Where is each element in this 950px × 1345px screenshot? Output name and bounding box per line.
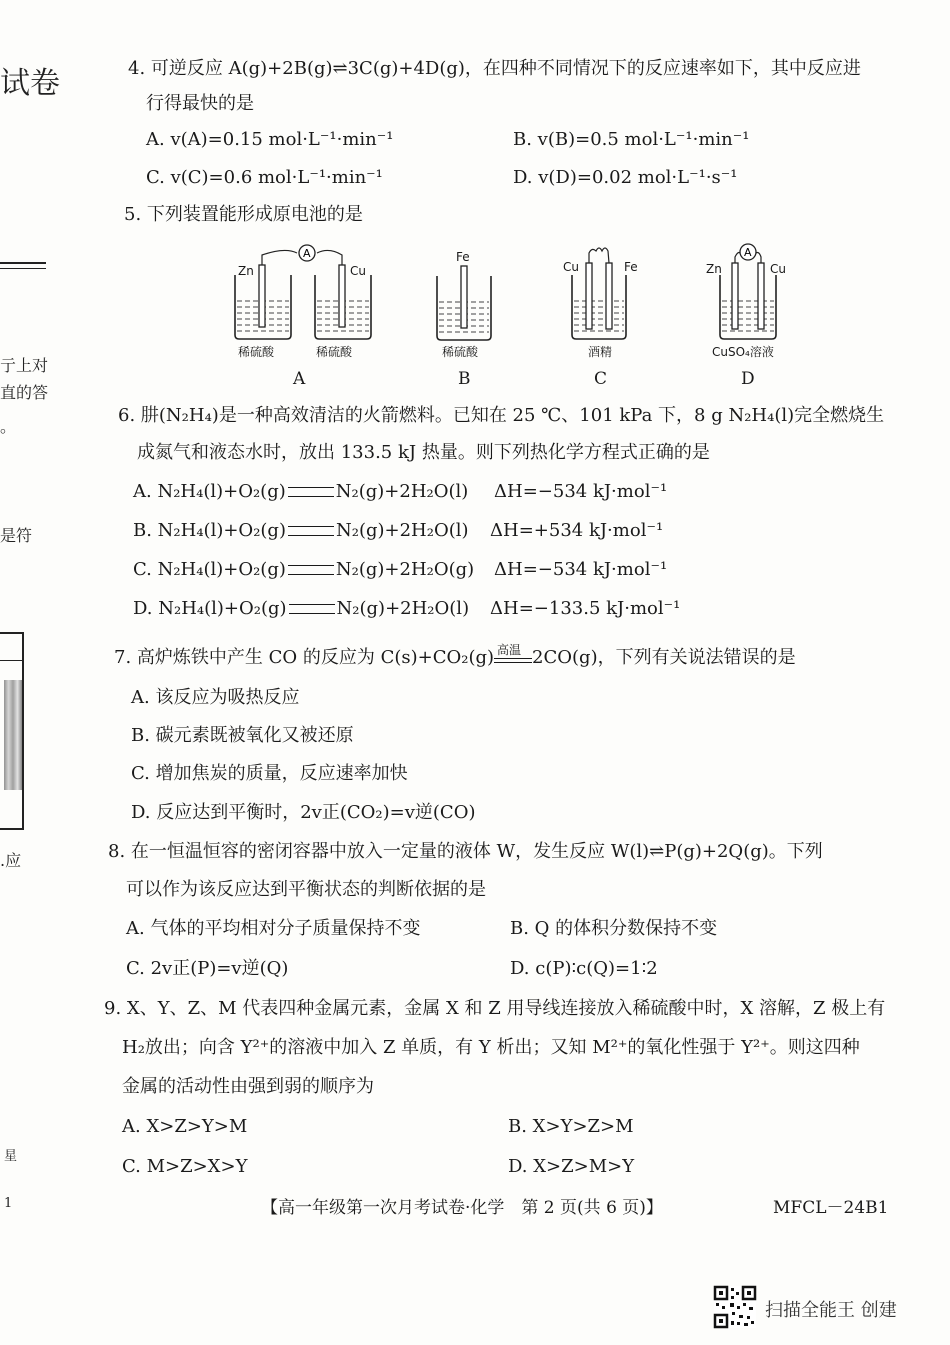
q6-b-equals xyxy=(288,526,334,536)
q6-c-enthalpy: ΔH=−534 kJ·mol⁻¹ xyxy=(494,559,668,580)
device-b-letter: B xyxy=(458,369,471,389)
margin-barcode-strip xyxy=(4,680,22,790)
q6-c-equals xyxy=(288,565,334,575)
margin-note-3: 。 xyxy=(0,417,17,436)
q6-b-enthalpy: ΔH=+534 kJ·mol⁻¹ xyxy=(490,520,664,541)
q4-stem-line1: 4. 可逆反应 A(g)+2B(g)⇌3C(g)+4D(g)，在四种不同情况下的反应速率如下，其中反应进 xyxy=(128,58,861,79)
q7-condition-arrow xyxy=(494,643,532,670)
q6-stem-line1: 6. 肼(N₂H₄)是一种高效清洁的火箭燃料。已知在 25 ℃、101 kPa 下，8 g N₂H₄(l)完全燃烧生 xyxy=(118,405,885,426)
q9-stem-line2: H₂放出；向含 Y²⁺的溶液中加入 Z 单质，有 Y 析出；又知 M²⁺的氧化性强于 Y²⁺。则这四种 xyxy=(122,1037,860,1058)
margin-note-7: 1 xyxy=(4,1196,13,1211)
q6-c-reactants: C. N₂H₄(l)+O₂(g) xyxy=(133,559,286,580)
q7-stem xyxy=(114,643,796,670)
device-b-electrode: Fe xyxy=(456,250,470,264)
q7-stem-right: 2CO(g)，下列有关说法错误的是 xyxy=(532,647,796,668)
q9-option-b: B. X>Y>Z>M xyxy=(508,1116,634,1137)
margin-note-1: 亍上对 xyxy=(0,356,49,375)
device-a-letter: A xyxy=(293,369,306,389)
q6-option-d xyxy=(133,597,469,621)
q8-stem-line1: 8. 在一恒温恒容的密闭容器中放入一定量的液体 W，发生反应 W(l)⇌P(g)+2Q(g)。下列 xyxy=(108,841,823,862)
q8-stem-line2: 可以作为该反应达到平衡状态的判断依据的是 xyxy=(126,879,486,900)
margin-box-right xyxy=(22,632,24,830)
svg-text:A: A xyxy=(744,246,752,259)
device-a-electrode-left: Zn xyxy=(238,264,254,278)
q6-option-c xyxy=(133,558,474,582)
q8-option-a: A. 气体的平均相对分子质量保持不变 xyxy=(126,918,421,939)
margin-divider-2 xyxy=(0,268,46,269)
q6-a-equals xyxy=(288,487,334,497)
margin-title-fragment: 试卷 xyxy=(0,66,60,101)
device-d-diagram xyxy=(716,243,786,353)
q7-condition: 高温 xyxy=(497,643,522,657)
device-a-solution-left: 稀硫酸 xyxy=(238,345,275,359)
q6-stem-line2: 成氮气和液态水时，放出 133.5 kJ 热量。则下列热化学方程式正确的是 xyxy=(137,442,710,463)
margin-divider xyxy=(0,262,46,264)
q8-option-b: B. Q 的体积分数保持不变 xyxy=(510,918,718,939)
margin-box-top xyxy=(0,632,24,634)
paper-code: MFCL－24B1 xyxy=(773,1198,889,1218)
margin-note-5: .应 xyxy=(0,851,22,870)
q6-b-products: N₂(g)+2H₂O(l) xyxy=(335,520,469,541)
q6-a-reactants: A. N₂H₄(l)+O₂(g) xyxy=(133,481,286,502)
margin-note-4: 是符 xyxy=(0,526,33,545)
q6-d-enthalpy: ΔH=−133.5 kJ·mol⁻¹ xyxy=(490,598,681,619)
q6-c-products: N₂(g)+2H₂O(g) xyxy=(335,559,475,580)
device-b-solution: 稀硫酸 xyxy=(442,345,479,359)
device-a-diagram xyxy=(225,243,375,353)
q6-d-equals xyxy=(289,604,335,614)
q6-d-reactants: D. N₂H₄(l)+O₂(g) xyxy=(133,598,287,619)
q4-option-c: C. v(C)=0.6 mol·L⁻¹·min⁻¹ xyxy=(146,167,383,188)
device-c-electrode-left: Cu xyxy=(563,260,579,274)
device-d-electrode-right: Cu xyxy=(770,262,786,276)
margin-note-6: 星 xyxy=(4,1149,18,1164)
q6-a-enthalpy: ΔH=−534 kJ·mol⁻¹ xyxy=(494,481,668,502)
q4-stem-line2: 行得最快的是 xyxy=(146,93,254,114)
q4-option-d: D. v(D)=0.02 mol·L⁻¹·s⁻¹ xyxy=(513,167,738,188)
q6-d-products: N₂(g)+2H₂O(l) xyxy=(336,598,470,619)
page-footer-title: 【高一年级第一次月考试卷·化学 第 2 页(共 6 页)】 xyxy=(261,1198,663,1218)
q4-option-a: A. v(A)=0.15 mol·L⁻¹·min⁻¹ xyxy=(146,129,394,150)
q7-option-c: C. 增加焦炭的质量，反应速率加快 xyxy=(131,763,408,784)
margin-box-bottom xyxy=(0,828,24,830)
scanner-watermark: 扫描全能王 创建 xyxy=(765,1300,897,1321)
q9-stem-line3: 金属的活动性由强到弱的顺序为 xyxy=(122,1076,374,1097)
margin-box-mid xyxy=(0,660,22,661)
device-a-solution-right: 稀硫酸 xyxy=(316,345,353,359)
device-c-solution: 酒精 xyxy=(588,345,613,359)
q9-stem-line1: 9. X、Y、Z、M 代表四种金属元素，金属 X 和 Z 用导线连接放入稀硫酸中时，X 溶解，Z 极上有 xyxy=(104,998,886,1019)
q8-option-d: D. c(P)∶c(Q)=1∶2 xyxy=(510,958,658,979)
q6-option-a xyxy=(133,480,468,504)
qr-code-icon xyxy=(714,1286,756,1328)
svg-text:A: A xyxy=(303,247,311,260)
q4-option-b: B. v(B)=0.5 mol·L⁻¹·min⁻¹ xyxy=(513,129,750,150)
device-a-electrode-right: Cu xyxy=(350,264,366,278)
device-b-diagram xyxy=(435,262,495,352)
q9-option-d: D. X>Z>M>Y xyxy=(508,1156,635,1177)
q6-a-products: N₂(g)+2H₂O(l) xyxy=(335,481,469,502)
q7-option-d: D. 反应达到平衡时，2v正(CO₂)=v逆(CO) xyxy=(131,802,476,823)
device-d-electrode-left: Zn xyxy=(706,262,722,276)
q9-option-a: A. X>Z>Y>M xyxy=(122,1116,248,1137)
q7-stem-left: 7. 高炉炼铁中产生 CO 的反应为 C(s)+CO₂(g) xyxy=(114,647,495,668)
q6-b-reactants: B. N₂H₄(l)+O₂(g) xyxy=(133,520,286,541)
q6-option-b xyxy=(133,519,469,543)
device-c-electrode-right: Fe xyxy=(624,260,638,274)
q7-option-b: B. 碳元素既被氧化又被还原 xyxy=(131,725,354,746)
device-d-letter: D xyxy=(741,369,755,389)
device-c-letter: C xyxy=(594,369,608,389)
q5-stem: 5. 下列装置能形成原电池的是 xyxy=(124,204,363,225)
q7-option-a: A. 该反应为吸热反应 xyxy=(131,687,300,708)
q9-option-c: C. M>Z>X>Y xyxy=(122,1156,248,1177)
q8-option-c: C. 2v正(P)=v逆(Q) xyxy=(126,958,289,979)
margin-note-2: 直的答 xyxy=(0,383,49,402)
device-d-solution: CuSO₄溶液 xyxy=(712,345,774,359)
